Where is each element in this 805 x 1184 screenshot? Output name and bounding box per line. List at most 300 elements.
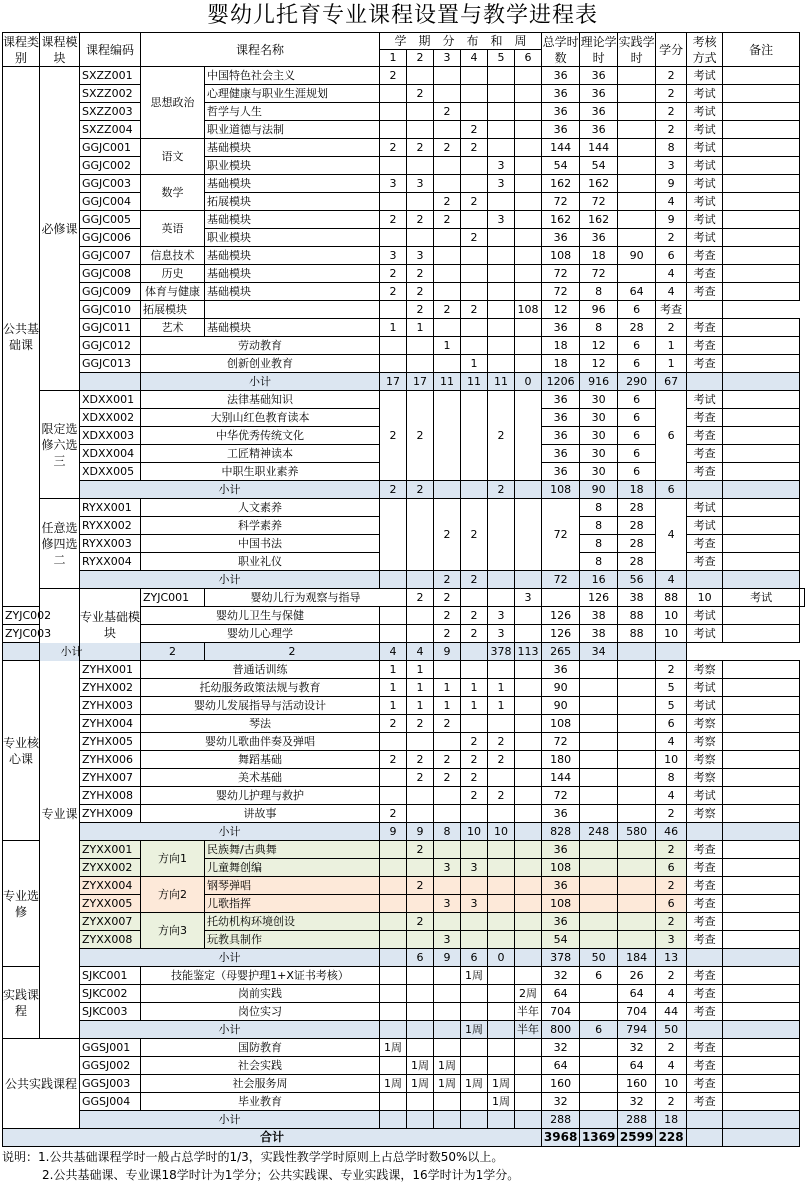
semester-3-cell: 4 <box>380 643 407 661</box>
semester-2-cell <box>407 193 434 211</box>
theory-hours-cell <box>580 697 618 715</box>
practice-hours-cell: 64 <box>618 1057 656 1075</box>
semester-1-cell <box>380 787 407 805</box>
total-hours-cell: 18 <box>542 355 580 373</box>
course-code-cell: SXZZ001 <box>80 67 141 85</box>
semester-3-cell <box>434 877 461 895</box>
subtotal-credit: 6 <box>656 481 687 499</box>
semester-1-cell: 1周 <box>380 1039 407 1057</box>
semester-5-cell: 3 <box>488 157 515 175</box>
course-name-cell: 法律基础知识 <box>141 391 380 409</box>
table-row <box>3 697 805 715</box>
theory-hours-cell: 36 <box>580 67 618 85</box>
semester-2-cell <box>407 805 434 823</box>
subtotal-theory <box>580 1111 618 1129</box>
semester-5-cell <box>488 355 515 373</box>
remark-cell <box>723 499 800 517</box>
course-code-cell: RYXX003 <box>80 535 141 553</box>
semester-3-cell: 2 <box>434 499 461 571</box>
semester-4-cell <box>461 337 488 355</box>
credit-cell: 6 <box>656 895 687 913</box>
semester-6-cell <box>515 157 542 175</box>
semester-2-cell: 1 <box>407 319 434 337</box>
semester-1-cell <box>380 877 407 895</box>
semester-2-cell: 1 <box>407 679 434 697</box>
remark-cell <box>723 157 800 175</box>
semester-1-cell: 2 <box>380 139 407 157</box>
exam-cell: 考试 <box>687 679 723 697</box>
practice-hours-cell <box>618 67 656 85</box>
practice-hours-cell: 26 <box>618 967 656 985</box>
semester-3-cell <box>461 589 488 607</box>
course-name-cell: 拓展模块 <box>141 301 205 319</box>
course-code-cell: ZYXX008 <box>80 931 141 949</box>
course-code-cell: GGJC001 <box>80 139 141 157</box>
header-theory: 理论学时 <box>580 34 617 65</box>
subtotal-theory: 916 <box>580 373 618 391</box>
course-name-cell: 琴法 <box>141 715 380 733</box>
total-hours-cell: 32 <box>542 1039 580 1057</box>
total-hours-cell: 64 <box>542 1057 580 1075</box>
practice-hours-cell: 6 <box>618 391 656 409</box>
semester-5-cell <box>488 283 515 301</box>
practice-hours-cell <box>618 139 656 157</box>
semester-1-cell: 2 <box>380 67 407 85</box>
exam-cell: 考试 <box>687 625 723 643</box>
course-name-cell: 社会服务周 <box>141 1075 380 1093</box>
course-name-cell: 基础模块 <box>205 247 380 265</box>
exam-cell <box>687 949 723 967</box>
semester-5-cell: 0 <box>488 949 515 967</box>
remark-cell <box>723 193 800 211</box>
course-name-cell: 中国特色社会主义 <box>205 67 380 85</box>
course-name-cell: 婴幼儿发展指导与活动设计 <box>141 697 380 715</box>
course-name-cell: 托幼服务政策法规与教育 <box>141 679 380 697</box>
theory-hours-cell: 30 <box>580 409 618 427</box>
table-row <box>3 337 805 355</box>
semester-6-cell <box>515 211 542 229</box>
remark-cell <box>723 733 800 751</box>
exam-cell: 考试 <box>687 85 723 103</box>
course-group-cell: 体育与健康 <box>141 283 205 301</box>
semester-1-cell: 2 <box>380 391 407 481</box>
semester-5-cell <box>488 1057 515 1075</box>
semester-3-cell <box>434 913 461 931</box>
course-name-cell: 基础模块 <box>205 283 380 301</box>
semester-5-cell: 10 <box>488 823 515 841</box>
exam-cell: 考察 <box>687 733 723 751</box>
semester-3-cell <box>434 481 461 499</box>
semester-5-cell: 1 <box>488 679 515 697</box>
practice-hours-cell: 28 <box>618 535 656 553</box>
practice-hours-cell <box>618 85 656 103</box>
subtotal-credit: 13 <box>656 949 687 967</box>
semester-1-cell <box>380 859 407 877</box>
exam-cell: 考查 <box>687 1093 723 1111</box>
semester-3-cell: 11 <box>434 373 461 391</box>
remark-cell <box>723 535 800 553</box>
table-row <box>3 1057 805 1075</box>
course-code-cell: GGJC005 <box>80 211 141 229</box>
semester-5-cell <box>488 895 515 913</box>
semester-1-cell <box>380 355 407 373</box>
remark-cell <box>723 697 800 715</box>
table-row <box>3 805 805 823</box>
semester-6-cell <box>515 391 542 481</box>
semester-2-cell <box>407 229 434 247</box>
semester-3-cell: 1 <box>434 679 461 697</box>
semester-2-cell: 2 <box>407 769 434 787</box>
semester-1-cell: 2 <box>380 481 407 499</box>
subtotal-total: 1206 <box>542 373 580 391</box>
theory-hours-cell <box>580 679 618 697</box>
course-name-cell: 中职生职业素养 <box>141 463 380 481</box>
total-hours-cell: 36 <box>542 463 580 481</box>
semester-4-cell: 2 <box>434 301 461 319</box>
course-code-cell: GGSJ002 <box>80 1057 141 1075</box>
course-name-cell: 毕业教育 <box>141 1093 380 1111</box>
semester-5-cell <box>488 499 515 571</box>
semester-5-cell <box>488 229 515 247</box>
semester-4-cell: 1周 <box>461 1075 488 1093</box>
header-module: 课程模块 <box>41 34 78 65</box>
table-row <box>3 499 805 517</box>
semester-1-cell: 2 <box>380 715 407 733</box>
remark-cell <box>800 589 805 607</box>
course-code-cell: ZYJC003 <box>3 625 40 643</box>
subtotal-total: 378 <box>542 949 580 967</box>
semester-6-cell <box>542 589 580 607</box>
remark-cell <box>723 445 800 463</box>
semester-5-cell <box>488 1003 515 1021</box>
table-row <box>3 211 805 229</box>
semester-6-cell <box>515 661 542 679</box>
remark-cell <box>723 139 800 157</box>
course-name-cell: 职业道德与法制 <box>205 121 380 139</box>
semester-6-cell <box>515 787 542 805</box>
practice-hours-cell <box>618 121 656 139</box>
header-remark: 备注 <box>723 33 800 67</box>
semester-2-cell: 1 <box>407 697 434 715</box>
course-code-cell: GGJC010 <box>80 301 141 319</box>
table-row <box>3 751 805 769</box>
table-row <box>3 1039 805 1057</box>
course-name-cell: 普通话训练 <box>141 661 380 679</box>
header-semester-2: 2 <box>407 50 434 67</box>
total-hours-cell: 36 <box>542 319 580 337</box>
semester-1-cell: 2 <box>380 805 407 823</box>
semester-1-cell: 2 <box>380 211 407 229</box>
course-code-cell: ZYHX004 <box>80 715 141 733</box>
remark-cell <box>723 571 800 589</box>
course-name-cell: 基础模块 <box>205 319 380 337</box>
semester-3-cell: 2 <box>434 103 461 121</box>
table-row <box>3 85 805 103</box>
header-weekly: 学 期 分 布 和 周 <box>380 33 542 50</box>
credit-cell: 2 <box>656 841 687 859</box>
curriculum-table <box>2 32 805 1147</box>
semester-2-cell <box>407 967 434 985</box>
exam-cell: 考试 <box>687 67 723 85</box>
exam-cell: 考试 <box>687 517 723 535</box>
semester-1-cell <box>380 1021 407 1039</box>
total-hours-cell: 108 <box>515 301 542 319</box>
subtotal-total: 800 <box>542 1021 580 1039</box>
semester-4-cell: 2 <box>461 139 488 157</box>
course-name-cell: 儿歌指挥 <box>205 895 380 913</box>
exam-cell: 考查 <box>687 463 723 481</box>
practice-hours-cell: 6 <box>618 427 656 445</box>
practice-hours-cell <box>618 211 656 229</box>
table-row <box>3 391 805 409</box>
table-row <box>3 319 805 337</box>
course-group-cell: 数学 <box>141 175 205 211</box>
theory-hours-cell: 38 <box>580 607 618 625</box>
total-hours-cell: 36 <box>542 427 580 445</box>
exam-cell: 考查 <box>687 985 723 1003</box>
remark-cell <box>723 121 800 139</box>
remark-cell <box>687 301 723 319</box>
semester-1-cell <box>380 733 407 751</box>
semester-4-cell <box>461 247 488 265</box>
course-code-cell: GGJC008 <box>80 265 141 283</box>
exam-cell: 考查 <box>656 301 687 319</box>
practice-hours-cell <box>618 157 656 175</box>
exam-cell <box>687 823 723 841</box>
total-hours-cell: 36 <box>542 85 580 103</box>
semester-6-cell <box>515 949 542 967</box>
semester-3-cell <box>434 1021 461 1039</box>
semester-4-cell <box>461 85 488 103</box>
semester-6-cell <box>515 733 542 751</box>
semester-2-cell <box>407 121 434 139</box>
semester-5-cell <box>488 121 515 139</box>
remark-cell <box>723 175 800 193</box>
table-row <box>3 1129 805 1147</box>
semester-3-cell <box>434 1039 461 1057</box>
semester-5-cell <box>488 319 515 337</box>
semester-5-cell: 3 <box>515 589 542 607</box>
semester-3-cell <box>434 247 461 265</box>
theory-hours-cell: 72 <box>580 265 618 283</box>
total-hours-cell: 36 <box>542 103 580 121</box>
exam-cell: 考查 <box>687 1003 723 1021</box>
exam-cell: 考查 <box>687 967 723 985</box>
subtotal-label: 小计 <box>80 823 380 841</box>
theory-hours-cell: 36 <box>580 85 618 103</box>
semester-6-cell <box>515 571 542 589</box>
semester-1-cell: 1 <box>380 697 407 715</box>
remark-cell <box>723 1003 800 1021</box>
semester-4-cell: 2 <box>461 229 488 247</box>
theory-hours-cell <box>580 787 618 805</box>
semester-2-cell <box>407 733 434 751</box>
header-code: 课程编码 <box>80 33 141 67</box>
practice-hours-cell: 6 <box>618 355 656 373</box>
remark-cell <box>723 679 800 697</box>
header-semester-6: 6 <box>515 50 542 67</box>
semester-2-cell: 2 <box>434 589 461 607</box>
exam-cell: 考查 <box>687 283 723 301</box>
module-optional-elective: 任意选修四选二 <box>40 499 80 589</box>
subtotal-credit: 34 <box>580 643 618 661</box>
header-semester-4: 4 <box>461 50 488 67</box>
total-hours-cell: 162 <box>542 175 580 193</box>
semester-3-cell <box>434 805 461 823</box>
practice-hours-cell <box>618 859 656 877</box>
semester-3-cell: 3 <box>434 859 461 877</box>
exam-cell <box>687 481 723 499</box>
exam-cell: 考试 <box>687 229 723 247</box>
practice-hours-cell <box>618 751 656 769</box>
total-hours-cell: 36 <box>542 229 580 247</box>
exam-cell: 考查 <box>687 859 723 877</box>
practice-hours-cell <box>618 715 656 733</box>
semester-4-cell: 1 <box>461 679 488 697</box>
total-hours-cell: 160 <box>542 1075 580 1093</box>
semester-2-cell <box>407 571 434 589</box>
remark-cell <box>723 553 800 571</box>
exam-cell: 考试 <box>687 391 723 409</box>
course-name-cell: 基础模块 <box>205 211 380 229</box>
semester-1-cell <box>380 337 407 355</box>
credit-cell: 1 <box>656 337 687 355</box>
semester-4-cell <box>461 283 488 301</box>
semester-5-cell <box>488 265 515 283</box>
practice-hours-cell <box>618 661 656 679</box>
theory-hours-cell: 12 <box>580 355 618 373</box>
semester-3-cell <box>434 1093 461 1111</box>
course-code-cell: SJKC001 <box>80 967 141 985</box>
credit-cell: 6 <box>656 715 687 733</box>
practice-hours-cell: 6 <box>618 463 656 481</box>
subtotal-label: 小计 <box>80 1111 380 1129</box>
semester-1-cell <box>380 841 407 859</box>
remark-cell <box>723 391 800 409</box>
course-name-cell: 职业模块 <box>205 229 380 247</box>
course-code-cell: SXZZ002 <box>80 85 141 103</box>
semester-2-cell <box>407 1093 434 1111</box>
course-name-cell: 婴幼儿歌曲伴奏及弹唱 <box>141 733 380 751</box>
semester-1-cell <box>380 625 407 643</box>
semester-1-cell: 2 <box>380 751 407 769</box>
credit-cell: 5 <box>656 697 687 715</box>
theory-hours-cell <box>580 895 618 913</box>
course-code-cell: SXZZ004 <box>80 121 141 139</box>
semester-6-cell <box>515 913 542 931</box>
remark-cell <box>723 283 800 301</box>
semester-5-cell <box>488 1021 515 1039</box>
remark-cell <box>723 373 800 391</box>
semester-1-cell <box>380 499 407 571</box>
total-hours-cell: 36 <box>542 445 580 463</box>
total-hours-cell: 36 <box>542 877 580 895</box>
semester-3-cell <box>434 661 461 679</box>
semester-5-cell <box>488 103 515 121</box>
credit-cell: 4 <box>656 193 687 211</box>
theory-hours-cell: 30 <box>580 427 618 445</box>
exam-cell: 考试 <box>687 787 723 805</box>
semester-5-cell <box>488 967 515 985</box>
semester-3-cell <box>434 985 461 1003</box>
exam-cell: 考察 <box>687 751 723 769</box>
remark-cell <box>723 805 800 823</box>
total-hours-cell: 180 <box>542 751 580 769</box>
remark-cell <box>723 1093 800 1111</box>
semester-6-cell <box>515 967 542 985</box>
remark-cell <box>723 859 800 877</box>
theory-hours-cell: 144 <box>580 139 618 157</box>
course-name-cell: 讲故事 <box>141 805 380 823</box>
theory-hours-cell: 30 <box>580 445 618 463</box>
remark-cell <box>723 769 800 787</box>
credit-cell: 2 <box>656 661 687 679</box>
credit-cell: 2 <box>656 913 687 931</box>
course-name-cell: 创新创业教育 <box>141 355 380 373</box>
theory-hours-cell: 36 <box>580 229 618 247</box>
practice-hours-cell <box>618 265 656 283</box>
total-hours-cell: 144 <box>542 769 580 787</box>
course-code-cell: XDXX003 <box>80 427 141 445</box>
subtotal-practice: 794 <box>618 1021 656 1039</box>
semester-1-cell <box>380 1093 407 1111</box>
practice-hours-cell <box>618 229 656 247</box>
subtotal-label: 小计 <box>3 643 141 661</box>
semester-5-cell <box>488 715 515 733</box>
semester-6-cell <box>515 1075 542 1093</box>
semester-5-cell: 2 <box>488 391 515 481</box>
semester-6-cell <box>515 229 542 247</box>
practice-hours-cell <box>618 769 656 787</box>
practice-hours-cell: 6 <box>618 337 656 355</box>
theory-hours-cell <box>580 715 618 733</box>
table-row <box>3 823 805 841</box>
subtotal-credit: 46 <box>656 823 687 841</box>
module-limited-elective: 限定选修六选三 <box>40 391 80 499</box>
course-group-cell: 信息技术 <box>141 247 205 265</box>
course-name-cell: 中华优秀传统文化 <box>141 427 380 445</box>
total-hours-cell: 36 <box>542 121 580 139</box>
semester-6-cell <box>515 769 542 787</box>
semester-6-cell <box>515 121 542 139</box>
semester-4-cell <box>461 877 488 895</box>
exam-cell: 考试 <box>687 211 723 229</box>
table-row <box>3 157 805 175</box>
credit-cell: 10 <box>656 607 687 625</box>
table-row <box>3 1003 805 1021</box>
course-code-cell: XDXX001 <box>80 391 141 409</box>
exam-cell: 考试 <box>723 589 800 607</box>
credit-cell: 4 <box>656 265 687 283</box>
semester-6-cell <box>515 247 542 265</box>
subtotal-practice: 290 <box>618 373 656 391</box>
semester-4-cell <box>461 1003 488 1021</box>
exam-cell: 考查 <box>687 265 723 283</box>
subtotal-label: 小计 <box>141 373 380 391</box>
table-row <box>3 373 805 391</box>
remark-cell <box>723 751 800 769</box>
subtotal-total: 828 <box>542 823 580 841</box>
remark-cell <box>723 787 800 805</box>
course-group-cell: 历史 <box>141 265 205 283</box>
theory-hours-cell <box>580 877 618 895</box>
credit-cell: 2 <box>656 121 687 139</box>
table-row <box>3 1075 805 1093</box>
exam-cell: 考查 <box>687 877 723 895</box>
semester-4-cell: 2 <box>461 733 488 751</box>
semester-5-cell <box>488 985 515 1003</box>
semester-4-cell: 1 <box>461 697 488 715</box>
